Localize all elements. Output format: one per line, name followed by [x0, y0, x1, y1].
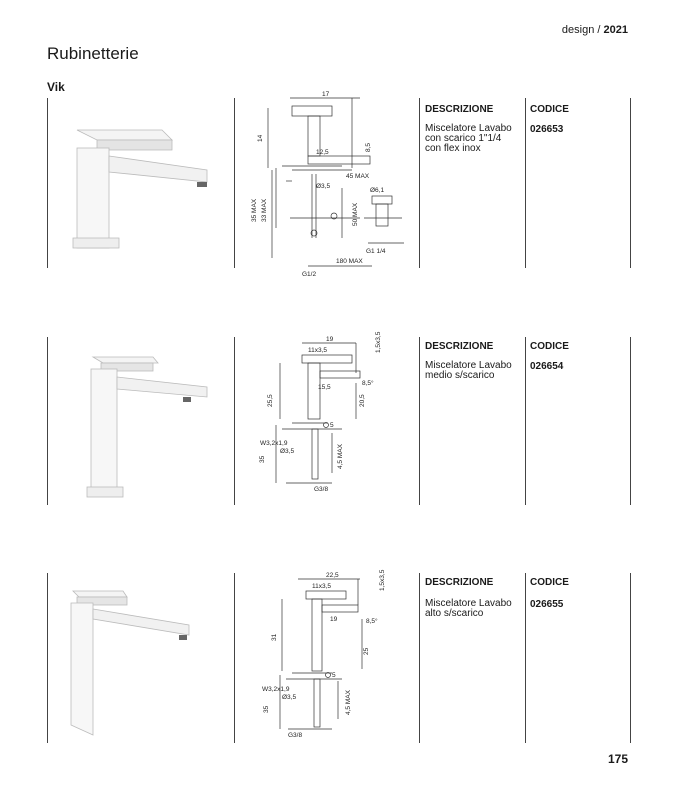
- dim-label: 8,5°: [366, 618, 378, 625]
- dim-label: 19: [330, 616, 338, 623]
- dim-label: 8,5: [365, 142, 372, 152]
- dim-label: 35: [263, 705, 270, 713]
- dim-label: 15,5: [318, 384, 331, 391]
- description-header: DESCRIZIONE: [425, 577, 494, 588]
- divider: [630, 573, 631, 743]
- page-number: 175: [607, 752, 628, 766]
- product-row-3: [47, 569, 631, 743]
- dim-label: 31: [271, 633, 278, 641]
- dim-label: 17: [322, 91, 330, 98]
- product-code: 026654: [530, 361, 564, 372]
- dim-label: 5: [330, 422, 334, 429]
- code-header: CODICE: [530, 104, 569, 115]
- dim-label: 180 MAX: [336, 258, 363, 265]
- dim-label: 14: [257, 134, 264, 142]
- faucet-image: [67, 120, 227, 250]
- divider: [525, 573, 526, 743]
- dim-label: G1/2: [302, 271, 317, 278]
- dim-label: 4,5 MAX: [337, 444, 344, 469]
- dim-label: 5: [332, 672, 336, 679]
- product-row-1: [47, 91, 631, 278]
- header-brand-year: design / 2021: [561, 24, 628, 36]
- technical-drawing: [252, 569, 422, 739]
- dim-label: 35 MAX: [251, 198, 258, 222]
- dim-label: G1 1/4: [366, 248, 386, 255]
- dim-label: 25: [363, 647, 370, 655]
- divider: [47, 98, 48, 268]
- dim-label: Ø3,5: [316, 183, 331, 190]
- series-name: Vik: [47, 80, 65, 94]
- header-brand: design: [561, 24, 595, 36]
- dim-label: 33 MAX: [261, 198, 268, 222]
- section-title: Rubinetterie: [47, 44, 139, 63]
- description-header: DESCRIZIONE: [425, 341, 494, 352]
- dim-label: W3,2x1,9: [260, 440, 288, 447]
- dim-label: 11x3,5: [312, 583, 332, 590]
- dim-label: Ø3,5: [282, 694, 297, 701]
- dim-label: 4,5 MAX: [345, 690, 352, 715]
- dim-label: Ø6,1: [370, 187, 385, 194]
- product-code: 026653: [530, 124, 564, 135]
- dim-label: 1,5x3,5: [375, 331, 382, 353]
- dim-label: 45 MAX: [346, 173, 370, 180]
- divider: [234, 98, 235, 268]
- faucet-image: [63, 585, 223, 740]
- product-code: 026655: [530, 599, 564, 610]
- technical-drawing: [252, 88, 422, 278]
- dim-label: 1,5x3,5: [379, 569, 386, 591]
- faucet-image: [83, 351, 223, 501]
- dim-label: 25,5: [267, 394, 274, 407]
- product-description: Miscelatore Lavabo con scarico 1"1/4 con flex inox: [425, 123, 512, 154]
- divider: [525, 337, 526, 505]
- divider: [630, 337, 631, 505]
- dim-label: 35: [259, 455, 266, 463]
- divider: [47, 337, 48, 505]
- dim-label: Ø3,5: [280, 448, 295, 455]
- technical-drawing: [252, 333, 422, 493]
- divider: [630, 98, 631, 268]
- divider: [525, 98, 526, 268]
- code-header: CODICE: [530, 341, 569, 352]
- dim-label: 20,5: [359, 394, 366, 407]
- dim-label: 22,5: [326, 572, 339, 579]
- divider: [234, 573, 235, 743]
- dim-label: W3,2x1,9: [262, 686, 290, 693]
- divider: [234, 337, 235, 505]
- dim-label: 8,5°: [362, 380, 374, 387]
- dim-label: G3/8: [314, 486, 329, 493]
- product-row-2: [47, 331, 631, 505]
- code-header: CODICE: [530, 577, 569, 588]
- dim-label: G3/8: [288, 732, 303, 739]
- description-header: DESCRIZIONE: [425, 104, 494, 115]
- product-description: Miscelatore Lavabo alto s/scarico: [425, 598, 512, 619]
- product-description: Miscelatore Lavabo medio s/scarico: [425, 360, 512, 381]
- dim-label: 12,5: [316, 149, 329, 156]
- header-year: 2021: [603, 24, 628, 36]
- divider: [47, 573, 48, 743]
- dim-label: 11x3,5: [308, 347, 328, 354]
- dim-label: 19: [326, 336, 334, 343]
- dim-label: 50 MAX: [352, 202, 359, 226]
